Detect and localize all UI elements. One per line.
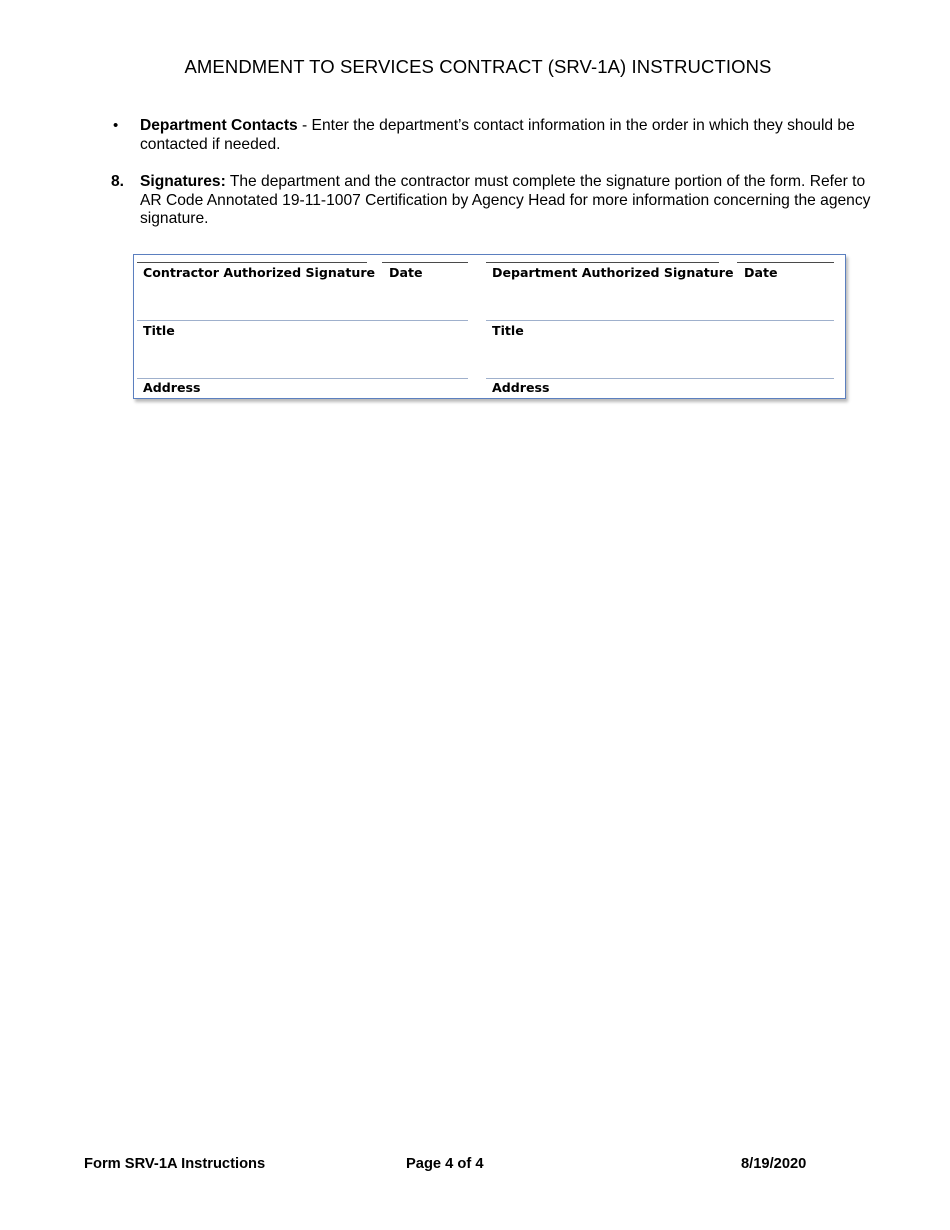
signature-rule — [137, 262, 367, 263]
signature-rule — [486, 262, 719, 263]
item-heading: Department Contacts — [140, 117, 298, 134]
date-rule — [382, 262, 468, 263]
item-body — [140, 117, 871, 154]
title-rule — [486, 320, 834, 321]
department-date-field[interactable]: Date — [744, 265, 778, 280]
item-text: The department and the contractor must complete the signature portion of the form. Refer to AR Code Annotated 19-11-1007 Certification by Agency Head for more information concerning the agency signature. — [140, 173, 871, 227]
contractor-address-field[interactable]: Address — [143, 380, 201, 395]
department-signature-field[interactable]: Department Authorized Signature — [492, 265, 734, 280]
signature-block — [133, 254, 846, 399]
date-rule — [737, 262, 834, 263]
item-body — [140, 173, 871, 229]
contractor-signature-field[interactable]: Contractor Authorized Signature — [143, 265, 376, 280]
number-marker: 8. — [111, 173, 125, 190]
bullet-marker: • — [113, 117, 119, 134]
item-text: - Enter the department’s contact information in the order in which they should be contacted if needed. — [140, 117, 855, 153]
contractor-date-field[interactable]: Date — [389, 265, 423, 280]
footer-page-number: Page 4 of 4 — [406, 1156, 484, 1172]
list-item-signatures — [111, 173, 871, 229]
item-heading: Signatures: — [140, 173, 226, 190]
footer-date: 8/19/2020 — [741, 1156, 807, 1172]
list-item-department-contacts — [111, 117, 871, 154]
title-rule — [137, 320, 468, 321]
address-rule — [137, 378, 468, 379]
department-address-field[interactable]: Address — [492, 380, 550, 395]
department-title-field[interactable]: Title — [492, 323, 524, 338]
address-rule — [486, 378, 834, 379]
contractor-title-field[interactable]: Title — [143, 323, 175, 338]
page-title: AMENDMENT TO SERVICES CONTRACT (SRV-1A) INSTRUCTIONS — [184, 56, 772, 77]
footer-form-name: Form SRV-1A Instructions — [84, 1156, 266, 1172]
